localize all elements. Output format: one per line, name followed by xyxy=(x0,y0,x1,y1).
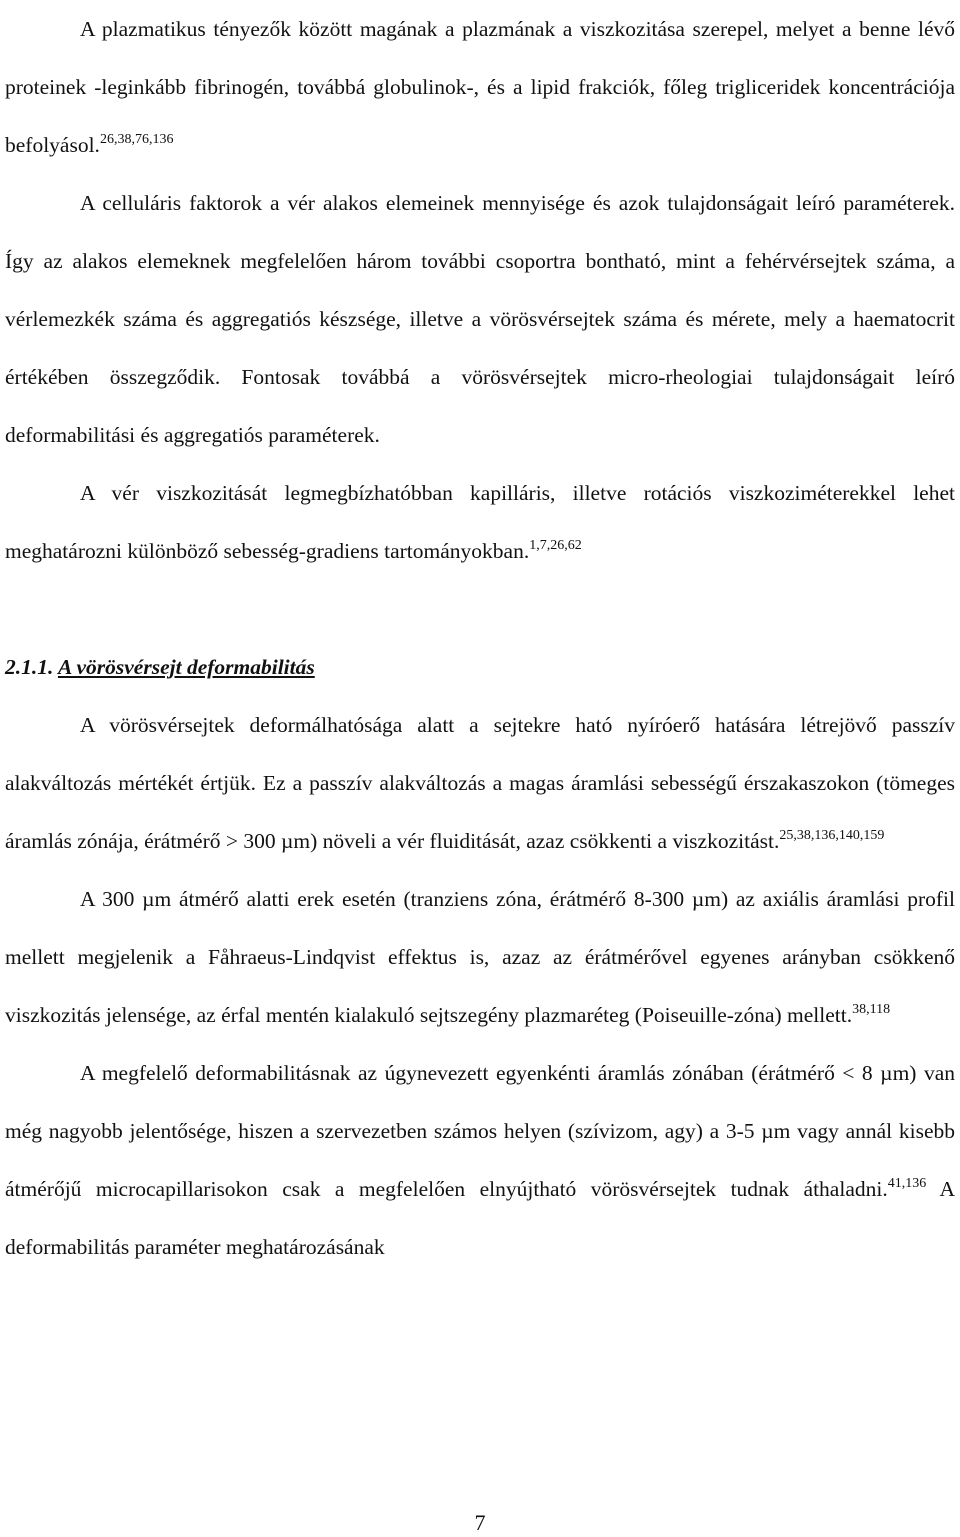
paragraph-text: A vér viszkozitását legmegbízhatóbban kapilláris, illetve rotációs viszkoziméterekkel lehet meghatározni különböző sebesség-gradiens tartományokban. xyxy=(5,481,955,563)
section-number: 2.1.1. xyxy=(5,655,54,679)
citation-reference: 26,38,76,136 xyxy=(99,132,174,147)
citation-reference: 1,7,26,62 xyxy=(529,538,582,553)
blank-line xyxy=(5,580,955,638)
document-page xyxy=(5,0,955,1276)
paragraph-text: A megfelelő deformabilitásnak az úgynevezett egyenkénti áramlás zónában (érátmérő < 8 µm) van még nagyobb jelentősége, hiszen a szervezetben számos helyen (szívizom, agy) a 3-5 µm vagy annál kisebb átmérőjű microcapillarisokon csak a megfelelően elnyújtható vörösvérsejtek tudnak áthaladni. xyxy=(5,1061,955,1201)
paragraph-text: A 300 µm átmérő alatti erek esetén (tranziens zóna, érátmérő 8-300 µm) az axiális áramlási profil mellett megjelenik a Fåhraeus-Lindqvist effektus is, azaz az érátmérővel egyenes arányban csökkenő viszkozitás jelensége, az érfal mentén kialakuló sejtszegény plazmaréteg (Poiseuille-zóna) mellett. xyxy=(5,887,955,1027)
page-number: 7 xyxy=(474,1510,486,1535)
paragraph-plasma-factors xyxy=(5,0,955,174)
paragraph-text-continuation: A deformabilitás paraméter meghatározásának xyxy=(5,1177,956,1259)
section-title: A vörösvérsejt deformabilitás xyxy=(57,655,315,679)
section-heading xyxy=(5,638,955,696)
paragraph-deformability-definition xyxy=(5,696,955,870)
citation-reference: 25,38,136,140,159 xyxy=(779,828,885,843)
paragraph-single-file-flow xyxy=(5,1044,955,1276)
paragraph-text: A plazmatikus tényezők között magának a plazmának a viszkozitása szerepel, melyet a benne lévő proteinek -leginkább fibrinogén, továbbá globulinok-, és a lipid frakciók, főleg trigliceridek koncentrációja befolyásol. xyxy=(5,17,955,157)
paragraph-text: A vörösvérsejtek deformálhatósága alatt a sejtekre ható nyíróerő hatására létrejövő passzív alakváltozás mértékét értjük. Ez a passzív alakváltozás a magas áramlási sebességű érszakaszokon (tömeges áramlás zónája, érátmérő > 300 µm) növeli a vér fluiditását, azaz csökkenti a viszkozitást. xyxy=(5,713,955,853)
paragraph-text: A celluláris faktorok a vér alakos elemeinek mennyisége és azok tulajdonságait leíró paraméterek. Így az alakos elemeknek megfelelően három további csoportra bontható, mint a fehérvérsejtek száma, a vérlemezkék száma és aggregatiós készsége, illetve a vörösvérsejtek száma és mérete, mely a haematocrit értékében összegződik. Fontosak továbbá a vörösvérsejtek micro-rheologiai tulajdonságait leíró deformabilitási és aggregatiós paraméterek. xyxy=(5,191,955,447)
citation-reference: 41,136 xyxy=(887,1176,927,1191)
paragraph-transient-zone xyxy=(5,870,955,1044)
paragraph-cellular-factors xyxy=(5,174,955,464)
paragraph-viscosity-measurement xyxy=(5,464,955,580)
citation-reference: 38,118 xyxy=(852,1002,891,1017)
